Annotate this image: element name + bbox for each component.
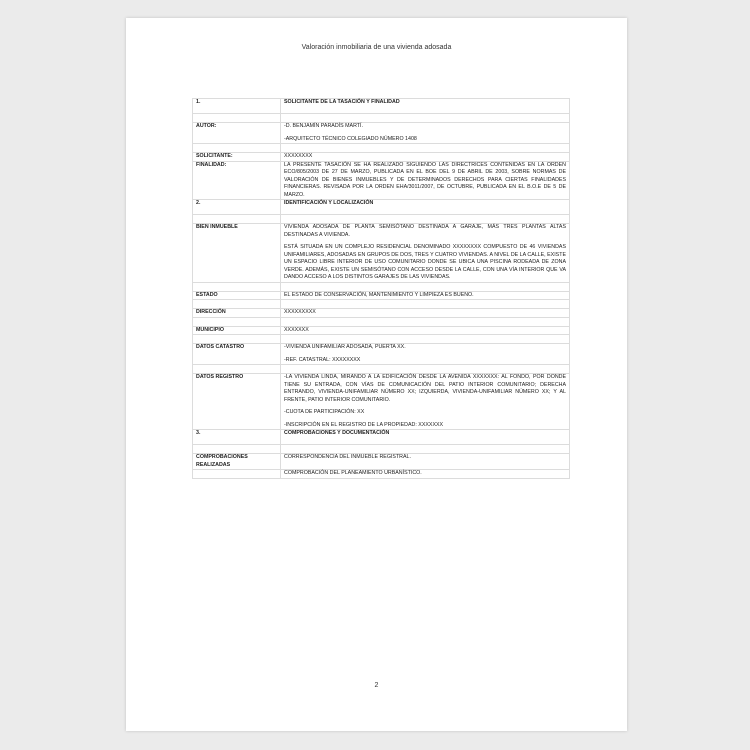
row-label	[193, 470, 281, 479]
table-row	[193, 291, 570, 300]
row-value	[281, 309, 570, 318]
value-paragraph: EL ESTADO DE CONSERVACIÓN, MANTENIMIENTO Y LIMPIEZA ES BUENO.	[284, 291, 474, 298]
spacer-row	[193, 144, 570, 153]
spacer-row	[193, 114, 570, 123]
row-label: BIEN INMUEBLE	[193, 224, 281, 283]
table-row	[193, 454, 570, 470]
row-label: SOLICITANTE:	[193, 153, 281, 162]
row-label: FINALIDAD:	[193, 161, 281, 200]
table-row	[193, 153, 570, 162]
section-heading-row	[193, 99, 570, 114]
row-label: COMPROBACIONES REALIZADAS	[193, 454, 281, 470]
value-paragraph: CORRESPONDENCIA DEL INMUEBLE REGISTRAL.	[284, 454, 411, 460]
section-heading-row	[193, 430, 570, 445]
spacer-row	[193, 445, 570, 454]
spacer-row	[193, 215, 570, 224]
row-label: AUTOR:	[193, 123, 281, 144]
table-row	[193, 326, 570, 335]
spacer-row	[193, 317, 570, 326]
value-paragraph: XXXXXXXXX	[284, 309, 316, 315]
page-header: Valoración inmobiliaria de una vivienda adosada	[301, 44, 452, 51]
table-row	[193, 123, 570, 144]
value-paragraph: COMPROBACIÓN DEL PLANEAMIENTO URBANÍSTICO.	[284, 470, 422, 476]
row-label: DIRECCIÓN	[193, 309, 281, 318]
row-label: DATOS CATASTRO	[193, 344, 281, 365]
spacer-row	[193, 282, 570, 291]
value-paragraph: -LA VIVIENDA LINDA, MIRANDO A LA EDIFICACIÓN DESDE LA AVENIDA XXXXXXX: AL FONDO, POR DONDE TIENE SU ENTRADA, CON VÍAS DE COMUNICACIÓN DEL PATIO INTERIOR COMUNITARIO; DERECHA ENTRANDO, VIVIENDA-UNIFAMILIAR NÚMERO XX; IZQUIERDA, VIVIENDA-UNIFAMILIAR NÚMERO XX; Y AL FRENTE, PATIO INTERIOR COMUNITARIO.	[284, 374, 566, 403]
row-value	[281, 291, 570, 300]
value-paragraph: LA PRESENTE TASACIÓN SE HA REALIZADO SIGUIENDO LAS DIRECTRICES CONTENIDAS EN LA ORDEN ECO/805/2003 DE 27 DE MARZO, PUBLICADA EN EL BOE DEL 9 DE ABRIL DE 2003, SOBRE NORMAS DE VALORACIÓN DE BIENES INMUEBLES Y DE DETERMINADOS DERECHOS PARA CIERTAS FINALIDADES FINANCIERAS. REVISADA POR LA ORDEN EHA/3011/2007, DE OCTUBRE, PUBLICADA EN EL B.O.E DE 5 DE MARZO.	[284, 161, 566, 198]
row-label: DATOS REGISTRO	[193, 374, 281, 430]
report-table	[192, 98, 570, 479]
value-paragraph: -REF. CATASTRAL: XXXXXXXX	[284, 356, 361, 363]
value-paragraph: -VIVIENDA UNIFAMILIAR ADOSADA, PUERTA XX.	[284, 344, 406, 350]
value-paragraph: XXXXXXXX	[284, 153, 313, 159]
value-paragraph: XXXXXXX	[284, 326, 309, 333]
section-title: IDENTIFICACIÓN Y LOCALIZACIÓN	[281, 200, 570, 215]
row-value	[281, 374, 570, 430]
table-row	[193, 224, 570, 283]
row-value	[281, 470, 570, 479]
row-value	[281, 344, 570, 365]
row-value	[281, 326, 570, 335]
spacer-row	[193, 300, 570, 309]
row-value	[281, 123, 570, 144]
value-paragraph: -CUOTA DE PARTICIPACIÓN: XX	[284, 409, 365, 415]
section-title: SOLICITANTE DE LA TASACIÓN Y FINALIDAD	[281, 99, 570, 114]
value-paragraph: ESTÁ SITUADA EN UN COMPLEJO RESIDENCIAL DENOMINADO XXXXXXXX COMPUESTO DE 46 VIVIENDAS UNIFAMILIARES, ADOSADAS EN GRUPOS DE DOS, TRES Y CUATRO VIVIENDAS. A NIVEL DE LA CALLE, EXISTE UN ESPACIO LIBRE INTERIOR DE USO COMUNITARIO DONDE SE UBICA UNA PISCINA RODEADA DE ZONA VERDE. ADEMÁS, EXISTE UN SEMISÓTANO CON ACCESO DESDE LA CALLE, CON UNA VÍA INTERIOR QUE VA DANDO ACCESO A LOS DISTINTOS GARAJES DE LAS VIVIENDAS.	[284, 244, 566, 280]
table-row	[193, 344, 570, 365]
table-row	[193, 309, 570, 318]
row-value	[281, 153, 570, 162]
row-value	[281, 161, 570, 200]
section-number: 2.	[193, 200, 281, 215]
value-paragraph: -INSCRIPCIÓN EN EL REGISTRO DE LA PROPIEDAD: XXXXXXX	[284, 421, 444, 428]
table-row	[193, 161, 570, 200]
value-paragraph: -ARQUITECTO TÉCNICO COLEGIADO NÚMERO 1408	[284, 135, 417, 142]
document-page	[126, 18, 627, 731]
section-number: 3.	[193, 430, 281, 445]
row-label: MUNICIPIO	[193, 326, 281, 335]
section-number: 1.	[193, 99, 281, 114]
spacer-row	[193, 335, 570, 344]
value-paragraph: -D. BENJAMÍN PARADÍS MARTÍ.	[284, 123, 363, 129]
page-number: 2	[374, 682, 379, 689]
table-row	[193, 374, 570, 430]
spacer-row	[193, 365, 570, 374]
section-heading-row	[193, 200, 570, 215]
row-value	[281, 224, 570, 283]
section-title: COMPROBACIONES Y DOCUMENTACIÓN	[281, 430, 570, 445]
row-value	[281, 454, 570, 470]
table-row	[193, 470, 570, 479]
value-paragraph: VIVIENDA ADOSADA DE PLANTA SEMISÓTANO DESTINADA A GARAJE, MÁS TRES PLANTAS ALTAS DESTINADAS A VIVIENDA.	[284, 224, 566, 238]
row-label: ESTADO	[193, 291, 281, 300]
